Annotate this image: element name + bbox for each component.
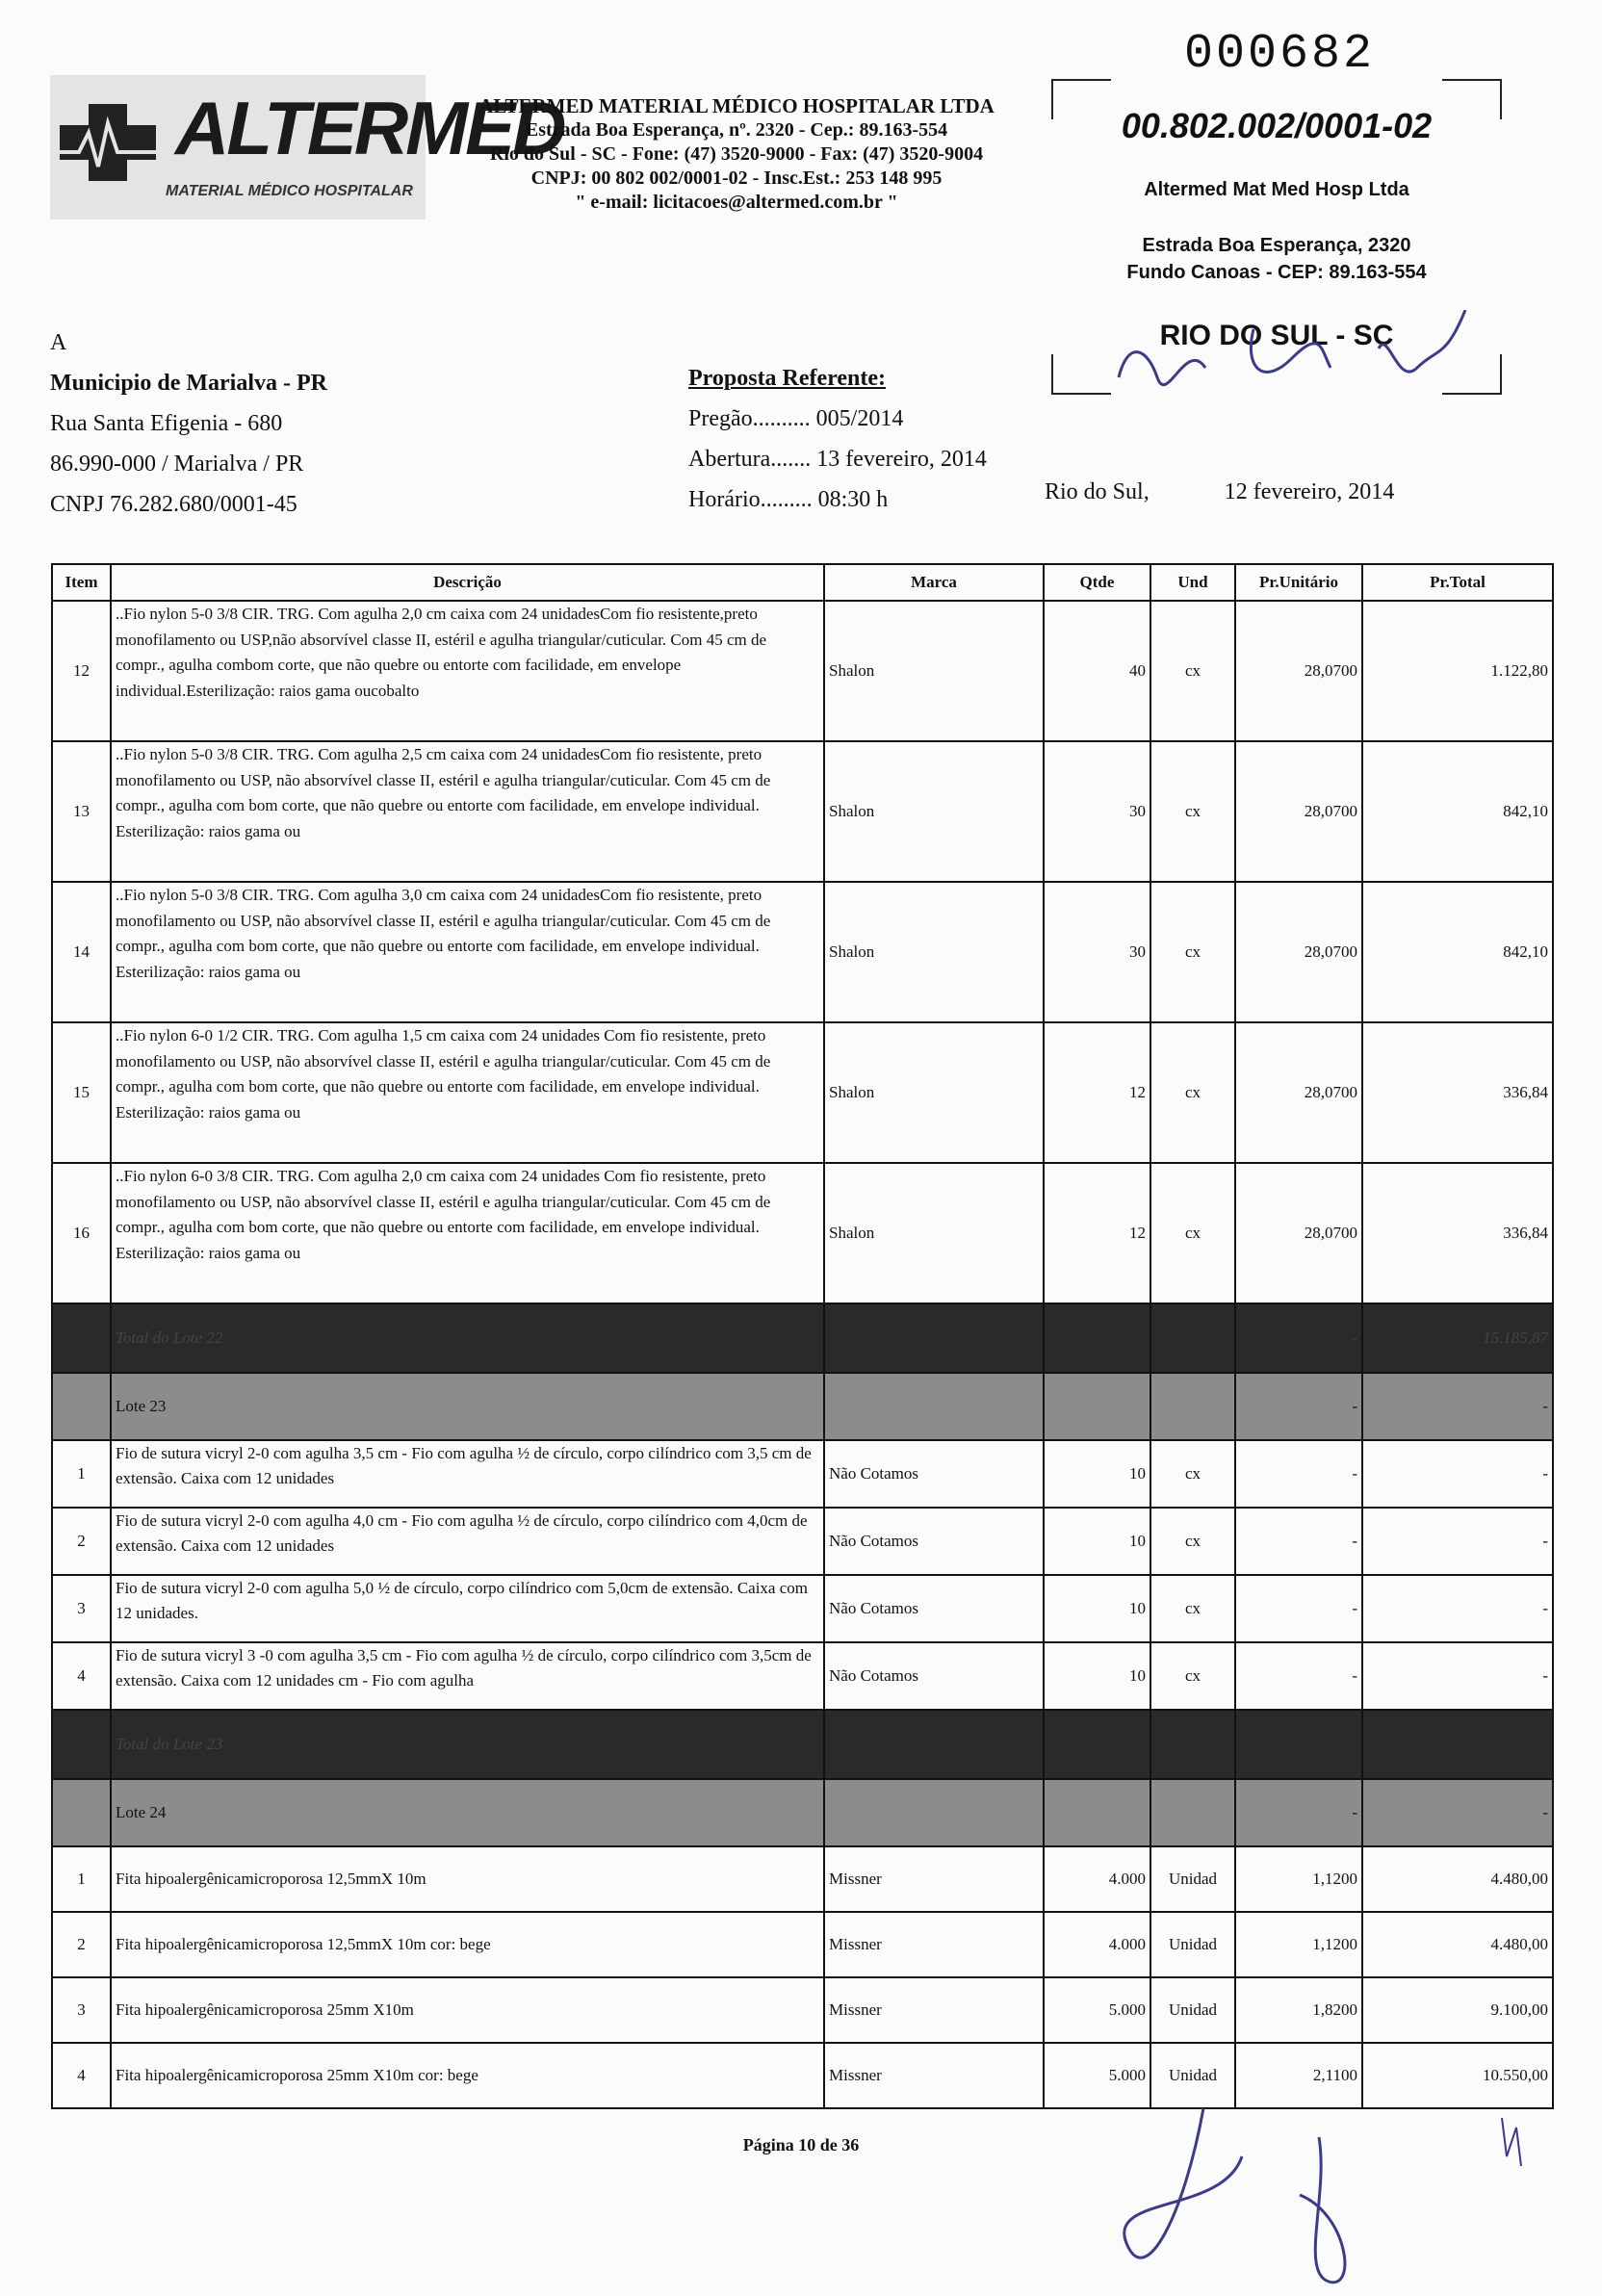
- brand: Shalon: [824, 1022, 1044, 1163]
- total-price: 10.550,00: [1362, 2043, 1553, 2108]
- description-text: Fio de sutura vicryl 2-0 com agulha 3,5 cm - Fio com agulha ½ de círculo, corpo cilíndrico com 3,5 cm de extensão. Caixa com 12 unidades: [116, 1444, 812, 1487]
- table-row: [52, 1846, 1553, 1912]
- band-label: Total do Lote 22: [111, 1303, 824, 1373]
- band-cell: [1150, 1373, 1235, 1440]
- band-cell: [1150, 1710, 1235, 1779]
- band-cell: [824, 1779, 1044, 1846]
- column-header: Item: [52, 564, 111, 601]
- item-description: [111, 1508, 824, 1575]
- heartbeat-cross-icon: [50, 104, 175, 181]
- unit: cx: [1150, 1508, 1235, 1575]
- total-price: 9.100,00: [1362, 1977, 1553, 2043]
- quantity: 10: [1044, 1508, 1150, 1575]
- unit-price: -: [1235, 1575, 1362, 1642]
- unit-price: 28,0700: [1235, 1163, 1362, 1303]
- band-cell: [1150, 1303, 1235, 1373]
- lot-total-row: [52, 1303, 1553, 1373]
- item-description: [111, 1163, 824, 1303]
- company-header: ALTERMED MATERIAL MÉDICO HOSPITALAR LTDA Estrada Boa Esperança, nº. 2320 - Cep.: 89.163-554 Rio do Sul - SC - Fone: (47) 3520-9000 - Fax: (47) 3520-9004 CNPJ: 00 802 002/0001-02 - Insc.Est.: 253 148 995 " e-mail: licitacoes@altermed.com.br ": [478, 94, 995, 213]
- signature: [1109, 310, 1475, 397]
- quantity: 4.000: [1044, 1912, 1150, 1977]
- cnpj-stamp: 00.802.002/0001-02 Altermed Mat Med Hosp Ltda Estrada Boa Esperança, 2320 Fundo Canoas - CEP: 89.163-554 RIO DO SUL - SC: [1051, 79, 1502, 395]
- quantity: 30: [1044, 741, 1150, 882]
- column-header: Pr.Unitário: [1235, 564, 1362, 601]
- unit-price: 28,0700: [1235, 882, 1362, 1022]
- band-unit: -: [1235, 1779, 1362, 1846]
- total-price: -: [1362, 1575, 1553, 1642]
- column-header: Marca: [824, 564, 1044, 601]
- brand: Não Cotamos: [824, 1575, 1044, 1642]
- unit: cx: [1150, 1440, 1235, 1508]
- item-number: 13: [52, 741, 111, 882]
- brand: Missner: [824, 1912, 1044, 1977]
- item-description: [111, 1022, 824, 1163]
- page-number: Página 10 de 36: [742, 2135, 860, 2154]
- table-row: [52, 1508, 1553, 1575]
- unit-price: 28,0700: [1235, 601, 1362, 741]
- proposal-date: Rio do Sul, 12 fevereiro, 2014: [1045, 479, 1395, 504]
- unit: Unidad: [1150, 1977, 1235, 2043]
- item-description: [111, 1912, 824, 1977]
- table-row: [52, 1912, 1553, 1977]
- item-description: [111, 1846, 824, 1912]
- column-header: Descrição: [111, 564, 824, 601]
- quantity: 5.000: [1044, 1977, 1150, 2043]
- band-cell: [824, 1373, 1044, 1440]
- item-number: 1: [52, 1440, 111, 1508]
- band-cell: [52, 1779, 111, 1846]
- unit-price: 1,1200: [1235, 1912, 1362, 1977]
- total-price: -: [1362, 1642, 1553, 1710]
- quantity: 10: [1044, 1642, 1150, 1710]
- unit-price: -: [1235, 1440, 1362, 1508]
- band-total: [1362, 1710, 1553, 1779]
- band-label: Total do Lote 23: [111, 1710, 824, 1779]
- band-cell: [52, 1373, 111, 1440]
- band-total: -: [1362, 1373, 1553, 1440]
- item-description: [111, 2043, 824, 2108]
- brand: Não Cotamos: [824, 1642, 1044, 1710]
- total-price: 842,10: [1362, 882, 1553, 1022]
- quantity: 12: [1044, 1022, 1150, 1163]
- band-cell: [1044, 1779, 1150, 1846]
- band-cell: [824, 1710, 1044, 1779]
- unit: cx: [1150, 1163, 1235, 1303]
- brand: Shalon: [824, 741, 1044, 882]
- item-number: 3: [52, 1575, 111, 1642]
- item-number: 4: [52, 1642, 111, 1710]
- band-cell: [1150, 1779, 1235, 1846]
- description-text: ..Fio nylon 5-0 3/8 CIR. TRG. Com agulha 3,0 cm caixa com 24 unidadesCom fio resistente, preto monofilamento ou USP, não absorvível classe II, estéril e agulha triangular/cuticular. Com 45 cm de compr., agulha com bom corte, que não quebre ou entorte com facilidade, em envelope individual. Esterilização: raios gama ou: [116, 886, 771, 981]
- description-text: Fio de sutura vicryl 3 -0 com agulha 3,5 cm - Fio com agulha ½ de círculo, corpo cilíndrico com 3,5cm de extensão. Caixa com 12 unidades cm - Fio com agulha: [116, 1646, 812, 1690]
- handwritten-signatures: [1107, 2099, 1540, 2291]
- item-description: [111, 1642, 824, 1710]
- item-description: [111, 741, 824, 882]
- item-description: [111, 1575, 824, 1642]
- unit-price: -: [1235, 1508, 1362, 1575]
- item-description: [111, 882, 824, 1022]
- table-row: [52, 601, 1553, 741]
- unit: cx: [1150, 1642, 1235, 1710]
- total-price: 4.480,00: [1362, 1846, 1553, 1912]
- band-unit: [1235, 1710, 1362, 1779]
- unit: Unidad: [1150, 1846, 1235, 1912]
- unit-price: 2,1100: [1235, 2043, 1362, 2108]
- table-row: [52, 1977, 1553, 2043]
- total-price: 842,10: [1362, 741, 1553, 882]
- unit: Unidad: [1150, 1912, 1235, 1977]
- unit: cx: [1150, 882, 1235, 1022]
- item-number: 3: [52, 1977, 111, 2043]
- unit: cx: [1150, 1575, 1235, 1642]
- item-number: 2: [52, 1912, 111, 1977]
- band-cell: [52, 1303, 111, 1373]
- quantity: 40: [1044, 601, 1150, 741]
- item-number: 15: [52, 1022, 111, 1163]
- brand: Missner: [824, 1846, 1044, 1912]
- description-text: Fio de sutura vicryl 2-0 com agulha 5,0 ½ de círculo, corpo cilíndrico com 5,0cm de extensão. Caixa com 12 unidades.: [116, 1579, 808, 1622]
- table-row: [52, 1440, 1553, 1508]
- band-label: Lote 24: [111, 1779, 824, 1846]
- table-row: [52, 1575, 1553, 1642]
- altermed-logo: ALTERMED MATERIAL MÉDICO HOSPITALAR: [50, 75, 426, 219]
- band-cell: [824, 1303, 1044, 1373]
- table-row: [52, 882, 1553, 1022]
- brand: Missner: [824, 1977, 1044, 2043]
- description-text: Fita hipoalergênicamicroporosa 25mm X10m cor: bege: [116, 2066, 478, 2084]
- unit: cx: [1150, 601, 1235, 741]
- column-header: Pr.Total: [1362, 564, 1553, 601]
- total-price: 1.122,80: [1362, 601, 1553, 741]
- quantity: 4.000: [1044, 1846, 1150, 1912]
- band-cell: [1044, 1303, 1150, 1373]
- description-text: ..Fio nylon 5-0 3/8 CIR. TRG. Com agulha 2,5 cm caixa com 24 unidadesCom fio resistente, preto monofilamento ou USP, não absorvível classe II, estéril e agulha triangular/cuticular. Com 45 cm de compr., agulha com bom corte, que não quebre ou entorte com facilidade, em envelope individual. Esterilização: raios gama ou: [116, 745, 771, 840]
- item-number: 16: [52, 1163, 111, 1303]
- total-price: 4.480,00: [1362, 1912, 1553, 1977]
- table-row: [52, 1163, 1553, 1303]
- item-number: 4: [52, 2043, 111, 2108]
- table-row: [52, 741, 1553, 882]
- description-text: ..Fio nylon 5-0 3/8 CIR. TRG. Com agulha 2,0 cm caixa com 24 unidadesCom fio resistente,preto monofilamento ou USP,não absorvível classe II, estéril e agulha triangular/cuticular. Com 45 cm de compr., agulha combom corte, que não quebre ou entorte com facilidade, em envelope individual.Esterilização: raios gama oucobalto: [116, 605, 767, 700]
- column-header: Und: [1150, 564, 1235, 601]
- band-cell: [1044, 1710, 1150, 1779]
- lot-header-row: [52, 1779, 1553, 1846]
- recipient-block: A Municipio de Marialva - PR Rua Santa Efigenia - 680 86.990-000 / Marialva / PR CNPJ 76.282.680/0001-45: [50, 330, 327, 517]
- quantity: 10: [1044, 1440, 1150, 1508]
- table-row: [52, 1022, 1553, 1163]
- band-cell: [52, 1710, 111, 1779]
- description-text: ..Fio nylon 6-0 1/2 CIR. TRG. Com agulha 1,5 cm caixa com 24 unidades Com fio resistente, preto monofilamento ou USP, não absorvível classe II, estéril e agulha triangular/cuticular. Com 45 cm de compr., agulha com bom corte, que não quebre ou entorte com facilidade, em envelope individual. Esterilização: raios gama ou: [116, 1026, 771, 1122]
- brand: Missner: [824, 2043, 1044, 2108]
- item-number: 12: [52, 601, 111, 741]
- description-text: ..Fio nylon 6-0 3/8 CIR. TRG. Com agulha 2,0 cm caixa com 24 unidades Com fio resistente, preto monofilamento ou USP, não absorvível classe II, estéril e agulha triangular/cuticular. Com 45 cm de compr., agulha com bom corte, que não quebre ou entorte com facilidade, em envelope individual. Esterilização: raios gama ou: [116, 1167, 771, 1262]
- quantity: 5.000: [1044, 2043, 1150, 2108]
- quantity: 30: [1044, 882, 1150, 1022]
- brand: Shalon: [824, 1163, 1044, 1303]
- unit-price: 1,8200: [1235, 1977, 1362, 2043]
- unit-price: -: [1235, 1642, 1362, 1710]
- item-description: [111, 601, 824, 741]
- description-text: Fita hipoalergênicamicroporosa 25mm X10m: [116, 2000, 414, 2019]
- band-unit: -: [1235, 1373, 1362, 1440]
- lot-header-row: [52, 1373, 1553, 1440]
- quantity: 10: [1044, 1575, 1150, 1642]
- lot-total-row: [52, 1710, 1553, 1779]
- brand: Shalon: [824, 882, 1044, 1022]
- item-description: [111, 1440, 824, 1508]
- column-header: Qtde: [1044, 564, 1150, 601]
- proposal-reference: Proposta Referente: Pregão.......... 005/2014 Abertura....... 13 fevereiro, 2014 Horário......... 08:30 h: [688, 366, 987, 512]
- table-row: [52, 1642, 1553, 1710]
- unit-price: 28,0700: [1235, 741, 1362, 882]
- unit-price: 28,0700: [1235, 1022, 1362, 1163]
- document-number: 000682: [1184, 27, 1376, 82]
- description-text: Fita hipoalergênicamicroporosa 12,5mmX 10m: [116, 1870, 426, 1888]
- total-price: 336,84: [1362, 1163, 1553, 1303]
- description-text: Fio de sutura vicryl 2-0 com agulha 4,0 cm - Fio com agulha ½ de círculo, corpo cilíndrico com 4,0cm de extensão. Caixa com 12 unidades: [116, 1511, 808, 1555]
- unit: Unidad: [1150, 2043, 1235, 2108]
- unit: cx: [1150, 1022, 1235, 1163]
- item-number: 2: [52, 1508, 111, 1575]
- total-price: 336,84: [1362, 1022, 1553, 1163]
- brand: Shalon: [824, 601, 1044, 741]
- item-description: [111, 1977, 824, 2043]
- item-number: 1: [52, 1846, 111, 1912]
- band-total: -: [1362, 1779, 1553, 1846]
- brand: Não Cotamos: [824, 1440, 1044, 1508]
- description-text: Fita hipoalergênicamicroporosa 12,5mmX 10m cor: bege: [116, 1935, 491, 1953]
- unit: cx: [1150, 741, 1235, 882]
- band-unit: -: [1235, 1303, 1362, 1373]
- band-label: Lote 23: [111, 1373, 824, 1440]
- quantity: 12: [1044, 1163, 1150, 1303]
- item-number: 14: [52, 882, 111, 1022]
- total-price: -: [1362, 1440, 1553, 1508]
- band-total: 15.185,87: [1362, 1303, 1553, 1373]
- band-cell: [1044, 1373, 1150, 1440]
- unit-price: 1,1200: [1235, 1846, 1362, 1912]
- items-table: [51, 563, 1554, 2109]
- total-price: -: [1362, 1508, 1553, 1575]
- brand: Não Cotamos: [824, 1508, 1044, 1575]
